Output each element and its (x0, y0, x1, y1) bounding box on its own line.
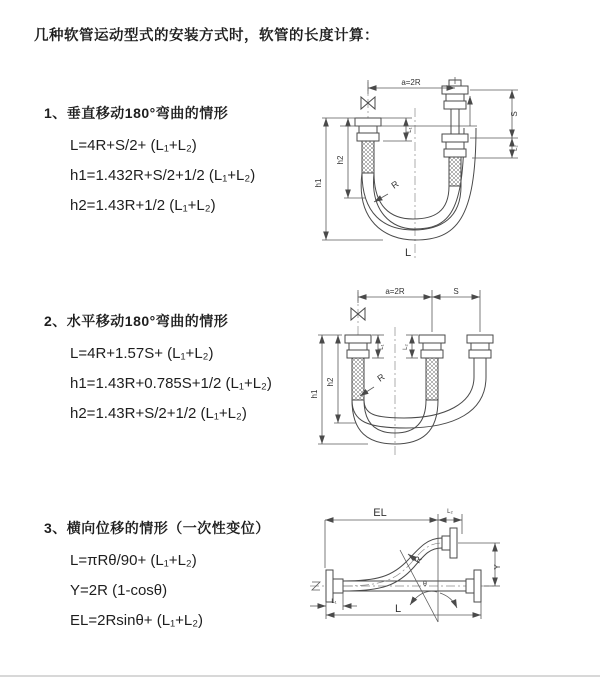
dim-label-l2: L₂ (403, 344, 409, 350)
section-heading: 1、垂直移动180°弯曲的情形 (44, 105, 229, 121)
section-horizontal-move (44, 311, 272, 429)
dim-label-h1: h1 (314, 178, 323, 188)
page-title: 几种软管运动型式的安装方式时，软管的长度计算： (34, 28, 379, 44)
right-flange-fitting (467, 335, 493, 358)
formula-line: h1=1.43R+0.785S+1/2 (L₁+L₂) (70, 375, 272, 392)
lower-right-flange-fitting (466, 570, 481, 602)
dimension-lines (310, 507, 502, 619)
dim-label-h2: h2 (336, 155, 345, 165)
left-flange-fitting (326, 570, 343, 602)
dim-label-h2: h2 (326, 377, 335, 387)
diagram-horizontal-180-bend (308, 282, 600, 462)
formula-line: L=4R+1.57S+ (L₁+L₂) (70, 345, 214, 362)
upper-right-flange-fitting (442, 528, 457, 558)
formula-line: h1=1.432R+S/2+1/2 (L₁+L₂) (70, 167, 256, 184)
dim-label-stroke: S (453, 287, 459, 296)
section-heading: 2、水平移动180°弯曲的情形 (44, 313, 229, 329)
dim-label-span: a=2R (401, 78, 421, 87)
hose-curves (352, 358, 486, 444)
dim-label-theta: θ (423, 581, 427, 588)
formula-line: EL=2Rsinθ+ (L₁+L₂) (70, 612, 204, 629)
diagram-lateral-displacement (298, 500, 598, 652)
dim-label-l2: L₂ (513, 145, 519, 151)
dim-label-l1: L₁ (407, 127, 413, 133)
hose-displaced-curve (343, 538, 442, 591)
left-flange-fitting (345, 335, 371, 400)
formula-line: L=4R+S/2+ (L₁+L₂) (70, 137, 197, 154)
section-heading: 3、横向位移的情形（一次性变位） (44, 520, 270, 536)
dim-label-radius: R (375, 371, 387, 384)
formula-line: L=πRθ/90+ (L₁+L₂) (70, 552, 197, 569)
formula-line: Y=2R (1-cosθ) (70, 582, 168, 599)
middle-flange-fitting (419, 335, 445, 400)
dim-label-l1: L₁ (331, 599, 337, 605)
formula-line: h2=1.43R+S/2+1/2 (L₁+L₂) (70, 405, 247, 422)
dim-label-l1: L₁ (379, 344, 385, 350)
dim-label-span: a=2R (385, 287, 405, 296)
section-lateral-displacement (44, 518, 270, 636)
dim-label-radius: R (412, 554, 424, 565)
dim-label-length: L (404, 247, 412, 259)
dim-label-y: Y (493, 564, 502, 570)
dim-label-radius: R (389, 178, 401, 191)
dimension-lines (314, 77, 519, 259)
formula-line: h2=1.43R+1/2 (L₁+L₂) (70, 197, 216, 214)
section-vertical-move (44, 103, 255, 221)
dim-label-h1: h1 (310, 389, 319, 399)
dim-label-length: L (394, 603, 402, 615)
dim-label-l2: L₂ (447, 509, 453, 515)
dim-label-stroke: S (510, 111, 519, 117)
dim-label-el: EL (373, 507, 387, 519)
angle-construction (400, 514, 457, 622)
diagram-vertical-180-bend (308, 68, 600, 268)
